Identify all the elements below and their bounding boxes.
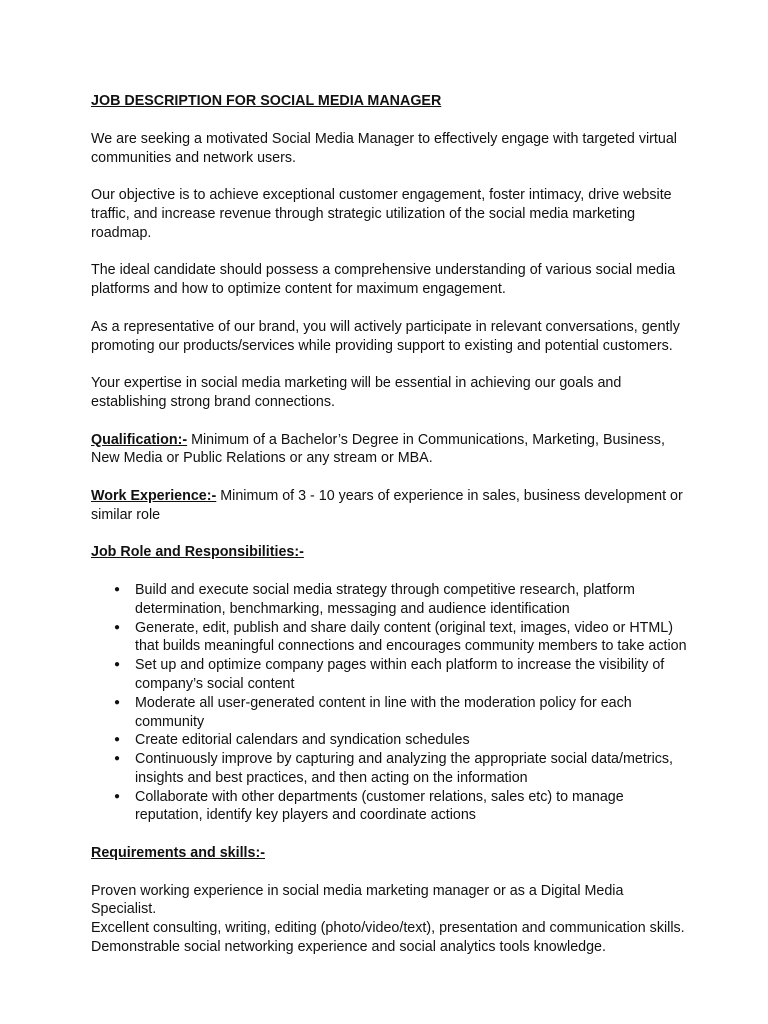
document-title: JOB DESCRIPTION FOR SOCIAL MEDIA MANAGER <box>91 93 442 109</box>
list-item-text: Continuously improve by capturing and analyzing the appropriate social data/metrics, insights and best practices, and then acting on the information <box>135 751 674 786</box>
list-item <box>91 581 691 619</box>
responsibilities-list <box>91 581 691 825</box>
intro-paragraph-2: Our objective is to achieve exceptional customer engagement, foster intimacy, drive website traffic, and increase revenue through strategic utilization of the social media marketing roadmap. <box>91 187 672 241</box>
intro-paragraph-4: As a representative of our brand, you will actively participate in relevant conversations, gently promoting our products/services while providing support to existing and potential customers. <box>91 318 680 354</box>
bullet-icon: ● <box>114 659 121 671</box>
list-item-text: Moderate all user-generated content in line with the moderation policy for each community <box>135 694 632 730</box>
work-experience-paragraph <box>91 487 691 525</box>
list-item-text: Collaborate with other departments (customer relations, sales etc) to manage reputation, identify key players and coordinate actions <box>135 788 624 824</box>
requirements-line-3: Demonstrable social networking experience and social analytics tools knowledge. <box>91 939 606 956</box>
bullet-icon: ● <box>114 696 121 708</box>
bullet-icon: ● <box>114 753 121 765</box>
document-body <box>91 92 691 957</box>
intro-paragraph-5: Your expertise in social media marketing will be essential in achieving our goals and establishing strong brand connections. <box>91 375 622 410</box>
bullet-icon: ● <box>114 583 121 595</box>
bullet-icon: ● <box>114 790 121 802</box>
list-item-text: Create editorial calendars and syndication schedules <box>135 732 470 749</box>
requirements-line-1: Proven working experience in social media marketing manager or as a Digital Media Specialist. <box>91 882 624 918</box>
intro-paragraph-3: The ideal candidate should possess a comprehensive understanding of various social media platforms and how to optimize content for maximum engagement. <box>91 262 676 298</box>
bullet-icon: ● <box>114 734 121 746</box>
list-item <box>91 694 691 732</box>
requirements-heading-row <box>91 844 691 863</box>
bullet-icon: ● <box>114 621 121 633</box>
responsibilities-heading: Job Role and Responsibilities:- <box>91 544 304 561</box>
list-item <box>91 656 691 694</box>
list-item <box>91 788 691 826</box>
list-item <box>91 750 691 788</box>
intro-paragraph-1: We are seeking a motivated Social Media Manager to effectively engage with targeted virtual communities and network users. <box>91 130 677 166</box>
qualification-text: Minimum of a Bachelor’s Degree in Communications, Marketing, Business, New Media or Public Relations or any stream or MBA. <box>91 431 665 467</box>
list-item-text: Set up and optimize company pages within each platform to increase the visibility of company’s social content <box>135 657 665 692</box>
responsibilities-heading-row <box>91 543 691 562</box>
qualification-label: Qualification:- <box>91 431 188 448</box>
work-experience-text: Minimum of 3 - 10 years of experience in sales, business development or similar role <box>91 487 683 523</box>
list-item <box>91 619 691 657</box>
list-item-text: Build and execute social media strategy through competitive research, platform determination, benchmarking, messaging and audience identification <box>135 581 635 617</box>
list-item <box>91 731 691 750</box>
requirements-heading: Requirements and skills:- <box>91 845 265 862</box>
qualification-paragraph <box>91 431 691 469</box>
requirements-text <box>91 882 691 957</box>
requirements-line-2: Excellent consulting, writing, editing (photo/video/text), presentation and communication skills. <box>91 920 685 937</box>
work-experience-label: Work Experience:- <box>91 487 217 504</box>
list-item-text: Generate, edit, publish and share daily content (original text, images, video or HTML) that builds meaningful connections and encourages community members to take action <box>135 619 687 655</box>
